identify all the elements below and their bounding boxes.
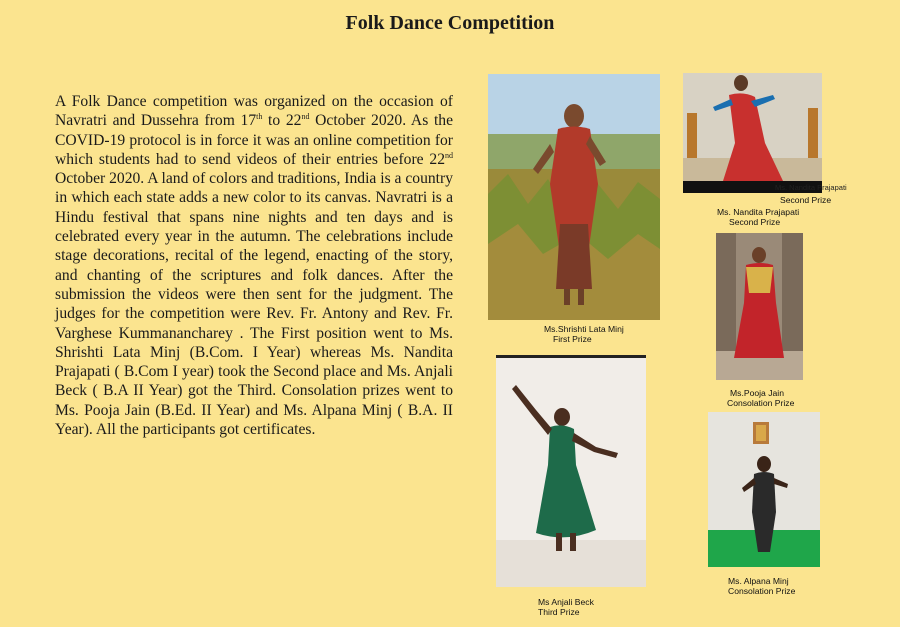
photo-pooja [716,233,803,380]
article-text-part: to 22 [262,112,302,130]
article-text-part: A Folk Dance competition was organized on the occasion of Navratri and Dussehra from 17 [55,93,453,130]
caption-alpana [728,576,828,596]
caption-prize: First Prize [553,334,592,344]
superscript: nd [445,150,453,160]
caption-prize: Third Prize [538,607,580,617]
photo-nandita [683,73,847,193]
caption-name: Ms. Alpana Minj [728,576,789,586]
caption-pooja [727,388,827,408]
overlay-prize-text: Second Prize [780,195,832,205]
caption-name: Ms Anjali Beck [538,597,594,607]
caption-prize: Consolation Prize [727,398,795,408]
photo-alpana-image [708,412,820,567]
article-text-part: October 2020. A land of colors and traditions, India is a country in which each state adds a new color to its canvas. Navratri is a Hindu festival that spans nine nights and ten days and is celebrated every year in the autumn. The celebrations include stage decorations, recital of the legend, enacting of the story, and chanting of the scriptures and folk dances. After the submission the videos were then sent for the judgment. The judges for the competition were Rev. Fr. Antony and Rev. Fr. Varghese Kummanancharey . The First position went to Ms. Shrishti Lata Minj (B.Com. I Year) whereas Ms. Nandita Prajapati ( B.Com I year) took the Second place and Ms. Anjali Beck ( B.A II Year) got the Third. Consolation prizes went to Ms. Pooja Jain (B.Ed. II Year) and Ms. Alpana Minj ( B.A. II Year). All the participants got certificates. [55,170,453,439]
photo-nandita-image [683,73,847,193]
photo-pooja-image [716,233,803,380]
caption-nandita [717,207,837,227]
photo-overlay-name: Ms. Nandita Prajapati [775,183,847,192]
caption-name: Ms. Nandita Prajapati [717,207,800,217]
caption-shrishti [544,324,654,344]
caption-name: Ms.Shrishti Lata Minj [544,324,624,334]
photo-anjali-image [496,355,646,587]
caption-name: Ms.Pooja Jain [730,388,784,398]
photo-alpana [708,412,820,567]
photo-shrishti [488,74,660,320]
photo-anjali [496,355,646,587]
photo-overlay-prize [780,195,840,205]
article-text [55,92,453,439]
caption-prize: Consolation Prize [728,586,796,596]
caption-prize: Second Prize [729,217,781,227]
article-text-part: October 2020. As the COVID-19 protocol is in force it was an online competition for which students had to send videos of their entries before 22 [55,112,453,168]
photo-shrishti-image [488,74,660,320]
superscript: nd [301,112,310,122]
caption-anjali [538,597,628,617]
superscript: th [256,112,263,122]
page-title: Folk Dance Competition [345,12,555,34]
